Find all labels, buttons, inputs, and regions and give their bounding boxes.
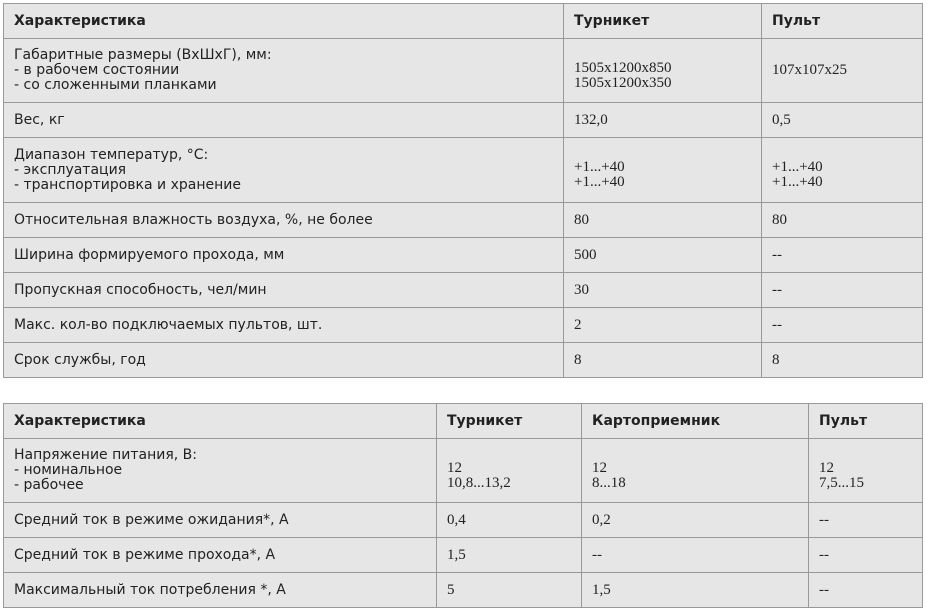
- row-label: Пропускная способность, чел/мин: [4, 273, 564, 308]
- row-label: Относительная влажность воздуха, %, не более: [4, 203, 564, 238]
- turnstile-value: +1...+40 +1...+40: [564, 138, 762, 203]
- table-row: [4, 138, 923, 203]
- header-card-reader: Картоприемник: [582, 404, 809, 439]
- specs-table-power: [3, 403, 923, 608]
- table-row: [4, 538, 923, 573]
- turnstile-value: 0,4: [437, 503, 582, 538]
- turnstile-value: 1505x1200x850 1505x1200x350: [564, 39, 762, 103]
- row-label: Максимальный ток потребления *, А: [4, 573, 437, 608]
- turnstile-value: 80: [564, 203, 762, 238]
- table-row: [4, 103, 923, 138]
- remote-value: 107x107x25: [762, 39, 923, 103]
- table-row: [4, 439, 923, 503]
- card-reader-value: --: [582, 538, 809, 573]
- remote-value: 8: [762, 343, 923, 378]
- card-reader-value: 12 8...18: [582, 439, 809, 503]
- row-label: Срок службы, год: [4, 343, 564, 378]
- remote-value: +1...+40 +1...+40: [762, 138, 923, 203]
- header-remote: Пульт: [809, 404, 923, 439]
- remote-value: --: [809, 538, 923, 573]
- table-row: [4, 203, 923, 238]
- table-header-row: [4, 404, 923, 439]
- header-characteristic: Характеристика: [4, 404, 437, 439]
- row-label: Средний ток в режиме прохода*, А: [4, 538, 437, 573]
- header-remote: Пульт: [762, 4, 923, 39]
- table-header-row: [4, 4, 923, 39]
- table-row: [4, 503, 923, 538]
- remote-value: --: [762, 273, 923, 308]
- remote-value: --: [809, 573, 923, 608]
- table-row: [4, 39, 923, 103]
- header-turnstile: Турникет: [564, 4, 762, 39]
- turnstile-value: 12 10,8...13,2: [437, 439, 582, 503]
- row-label: Ширина формируемого прохода, мм: [4, 238, 564, 273]
- remote-value: 12 7,5...15: [809, 439, 923, 503]
- turnstile-value: 2: [564, 308, 762, 343]
- remote-value: --: [809, 503, 923, 538]
- card-reader-value: 0,2: [582, 503, 809, 538]
- header-turnstile: Турникет: [437, 404, 582, 439]
- row-label: Средний ток в режиме ожидания*, А: [4, 503, 437, 538]
- table-row: [4, 573, 923, 608]
- row-label: Вес, кг: [4, 103, 564, 138]
- turnstile-value: 1,5: [437, 538, 582, 573]
- remote-value: 0,5: [762, 103, 923, 138]
- remote-value: --: [762, 238, 923, 273]
- turnstile-value: 8: [564, 343, 762, 378]
- table-row: [4, 273, 923, 308]
- table-row: [4, 308, 923, 343]
- row-label: Напряжение питания, В: - номинальное - рабочее: [4, 439, 437, 503]
- table-row: [4, 238, 923, 273]
- remote-value: --: [762, 308, 923, 343]
- turnstile-value: 5: [437, 573, 582, 608]
- header-characteristic: Характеристика: [4, 4, 564, 39]
- turnstile-value: 132,0: [564, 103, 762, 138]
- row-label: Габаритные размеры (ВхШхГ), мм: - в рабочем состоянии - со сложенными планками: [4, 39, 564, 103]
- row-label: Диапазон температур, °С: - эксплуатация - транспортировка и хранение: [4, 138, 564, 203]
- turnstile-value: 500: [564, 238, 762, 273]
- remote-value: 80: [762, 203, 923, 238]
- row-label: Макс. кол-во подключаемых пультов, шт.: [4, 308, 564, 343]
- turnstile-value: 30: [564, 273, 762, 308]
- table-row: [4, 343, 923, 378]
- specs-table-main: [3, 3, 923, 378]
- card-reader-value: 1,5: [582, 573, 809, 608]
